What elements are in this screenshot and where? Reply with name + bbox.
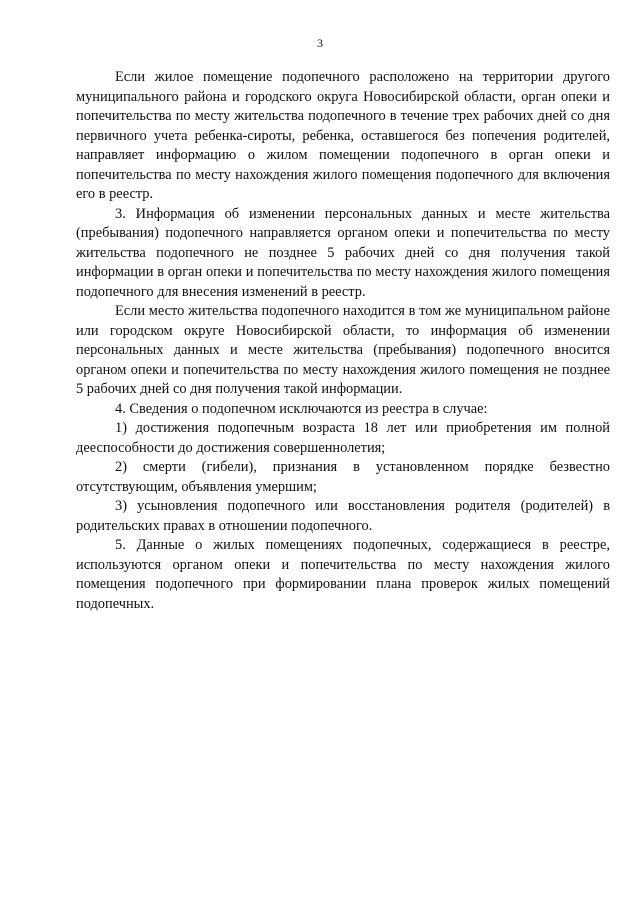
paragraph-clause-3: 3. Информация об изменении персональных данных и месте жительства (пребывания) подопечного направляется органом опеки и попечительства по месту жительства подопечного не позднее 5 рабочих дней со дня получения такой информации в орган опеки и попечительства по месту нахождения жилого помещения подопечного для внесения изменений в реестр. bbox=[76, 205, 610, 300]
paragraph-housing-other-district: Если жилое помещение подопечного расположено на территории другого муниципального района и городского округа Новосибирской области, орган опеки и попечительства по месту жительства подопечного в течение трех рабочих дней со дня первичного учета ребенка-сироты, ребенка, оставшегося без попечения родителей, направляет информацию о жилом помещении подопечного в орган опеки и попечительства по месту нахождения жилого помещения подопечного для включения его в реестр. bbox=[76, 69, 610, 202]
paragraph-clause-4-item-1: 1) достижения подопечным возраста 18 лет или приобретения им полной дееспособности до достижения совершеннолетия; bbox=[76, 420, 610, 456]
document-body bbox=[76, 68, 610, 614]
paragraph-clause-4: 4. Сведения о подопечном исключаются из реестра в случае: bbox=[115, 400, 488, 417]
paragraph-same-district: Если место жительства подопечного находится в том же муниципальном районе или городском округе Новосибирской области, то информация об изменении персональных данных и месте жительства (пребывания) подопечного вносится органом опеки и попечительства по месту нахождения жилого помещения не позднее 5 рабочих дней со дня получения такой информации. bbox=[76, 303, 610, 397]
paragraph-clause-4-item-2: 2) смерти (гибели), признания в установленном порядке безвестно отсутствующим, объявления умершим; bbox=[76, 459, 610, 495]
page-number: 3 bbox=[317, 36, 323, 50]
paragraph-clause-5: 5. Данные о жилых помещениях подопечных, содержащиеся в реестре, используются органом опеки и попечительства по месту нахождения жилого помещения подопечного при формировании плана проверок жилых помещений подопечных. bbox=[76, 537, 610, 612]
paragraph-clause-4-item-3: 3) усыновления подопечного или восстановления родителя (родителей) в родительских правах в отношении подопечного. bbox=[76, 498, 610, 534]
